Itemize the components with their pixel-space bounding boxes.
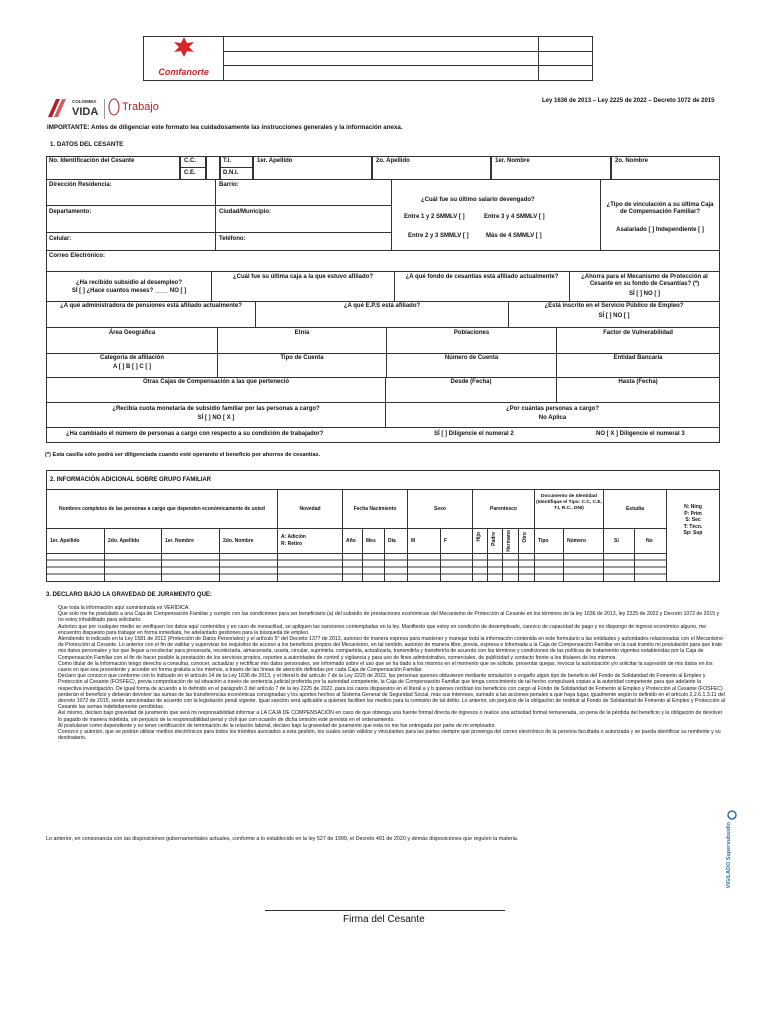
categoria-label: Categoría de afiliación (99, 355, 165, 361)
col-numero: Número (567, 538, 586, 544)
stamp-logo-icon (727, 810, 737, 820)
fondo-cesantias-question[interactable]: ¿A qué fondo de cesantías está afiliado actualmente? (405, 274, 559, 280)
categoria-options[interactable]: A [ ] B [ ] C [ ] (112, 364, 152, 370)
section2-title: 2. INFORMACIÓN ADICIONAL SOBRE GRUPO FAMILIAR (50, 477, 212, 483)
estudia-legend: N: Ning P: Prim S: Sec T: Técn. Sp: Sup (683, 504, 703, 536)
empleo-answer[interactable]: SÍ [ ] NO [ ] (598, 313, 630, 319)
coat-of-arms-icon (108, 98, 120, 116)
direccion-field[interactable]: Dirección Residencia: (49, 182, 112, 188)
declaration-paragraph: Así mismo, declaro bajo gravedad de juramento que será mi responsabilidad informar a LA CAJA DE COMPENSACIÓN en caso de que obtenga una fuente formal directa de ingresos o realice una actividad formal remunerada, so pena de la pérdida del beneficio y la obligación de devolver lo pagado de manera indebida, sin perjuicio de la responsabilidad penal y civil que con ocasión de dicha omisión esté prevista en el ordenamiento. (58, 710, 723, 723)
gov-colombia-text: COLOMBIA (72, 99, 97, 104)
important-note: IMPORTANTE: Antes de diligenciar este formato lea cuidadosamente las instrucciones generales y la información anexa. (47, 124, 403, 131)
col-otro: Otro (522, 532, 528, 543)
col-nombre2: 2do. Nombre (223, 538, 254, 544)
otras-cajas[interactable]: Otras Cajas de Compensación a las que perteneció (142, 379, 290, 385)
empleo-question: ¿Está inscrito en el Servicio Público de Empleo? (544, 303, 684, 309)
ciudad-field[interactable]: Ciudad/Municipio: (219, 209, 271, 215)
salario-option-2-3[interactable]: Entre 2 y 3 SMMLV [ ] (408, 233, 469, 239)
area-geografica[interactable]: Área Geográfica (108, 330, 156, 336)
apellido1-field[interactable]: 1er. Apellido (257, 158, 293, 164)
parentesco-header: Parentesco (490, 506, 517, 512)
cambio-si-option[interactable]: SÍ [ ] Diligencie el numeral 2 (434, 431, 514, 437)
tipo-cuenta[interactable]: Tipo de Cuenta (280, 355, 324, 361)
documento-header: Documento de Identidad (Identifique el Tipo: C.C, C.E, T.I, R.C., DNI) (536, 494, 602, 511)
stamp-text: VIGILADO Supersubsidio (726, 822, 732, 889)
comfanorte-logo (144, 37, 224, 81)
celular-field[interactable]: Celular: (49, 236, 72, 242)
ti-option[interactable]: T.I. (223, 158, 232, 164)
factor-vulnerabilidad[interactable]: Factor de Vulnerabilidad (603, 330, 673, 336)
declaration-paragraph: Conozco y autorizo, que se podrán utilizar medios electrónicos para todos los trámites asociados a esta gestión, los cuales serán válidos y vinculantes para las partes siempre que provenga del correo electrónico de la persona facultada o autorizada y se pueda identificar su remitente y su destinatario. (58, 729, 721, 742)
novedad-header: Novedad (299, 506, 321, 512)
gov-flag-icon (46, 97, 68, 119)
gov-logo (46, 97, 166, 121)
ce-option[interactable]: C.E. (184, 170, 196, 176)
declaration-paragraph: Autorizo que por cualquier medio se verifiquen los datos aquí contenidos y en caso de inexactitud, se apliquen las sanciones contempladas en la ley. Manifiesto que estoy en condición de desempleado, carezco de capacidad de pago y no dispongo de ingreso económico alguno, me encuentro dispuesto para trabajar en forma inmediata, he adelantado gestiones para la búsqueda de empleo. (58, 623, 707, 636)
entidad-bancaria[interactable]: Entidad Bancaria (613, 355, 663, 361)
col-nombre1: 1er. Nombre (165, 538, 194, 544)
eps-question[interactable]: ¿A qué E.P.S está afiliado? (343, 303, 421, 309)
barrio-field[interactable]: Barrio: (219, 182, 239, 188)
personas-answer[interactable]: No Aplica (538, 415, 567, 421)
telefono-field[interactable]: Teléfono: (219, 236, 246, 242)
col-apellido1: 1er. Apellido (50, 538, 80, 544)
id-label: No. Identificación del Cesante (49, 158, 135, 164)
cambio-no-option[interactable]: NO [ X ] Diligencie el numeral 3 (596, 431, 685, 437)
fecha-nacimiento-header: Fecha Nacimiento (353, 506, 397, 512)
hasta-fecha[interactable]: Hasta (Fecha) (618, 379, 658, 385)
cambio-question: ¿Ha cambiado el número de personas a cargo con respecto a su condición de trabajador? (66, 431, 324, 437)
section1-title: 1. DATOS DEL CESANTE (50, 141, 124, 148)
col-ano: Año (346, 538, 356, 544)
section1-grid (46, 156, 720, 443)
subsidio-answer[interactable]: SÍ [ ] ¿Hace cuantos meses? ____ NO [ ] (71, 288, 187, 294)
cuota-question: ¿Recibía cuota monetaria de subsidio familiar por las personas a cargo? (112, 406, 320, 412)
col-padre: Padre (491, 532, 497, 546)
desde-fecha[interactable]: Desde (Fecha) (450, 379, 492, 385)
estudia-header: Estudia (625, 506, 645, 512)
vinculacion-options[interactable]: Asalariado [ ] Independiente [ ] (616, 227, 704, 233)
supersubsidio-stamp (724, 810, 740, 900)
declaration-paragraph: Que toda la información aquí suministrada es VERÍDICA. (58, 605, 190, 611)
pensiones-question[interactable]: ¿A qué administradora de pensiones está afiliado actualmente? (60, 303, 242, 309)
signature-line[interactable] (265, 910, 505, 911)
col-apellido2: 2do. Apellido (108, 538, 140, 544)
footnote: (*) Esta casilla sólo podrá ser diligenciada cuando esté operando el beneficio por ahorros de cesantías. (45, 452, 321, 458)
closing-text: Lo anterior, en consonancia con las disposiciones gubernamentales actuales, conforme a lo establecido en la ley 527 de 1999, el Decreto 491 de 2020 y demás disposiciones que regulen la materia. (46, 836, 519, 842)
declaration-paragraph: Atendiendo lo indicado en la Ley 1581 de 2012 (Protección de Datos Personales) y el artículo 5° del Decreto 1377 de 2013, autorizo de manera expresa para mantener y manejar toda la información contenida en este formulario a las entidades y autoridades relacionadas con el Mecanismo de Protección al Cesante. Lo anterior con el fin de validar y supervisar los requisitos de acceso a los beneficios propios del Mecanismo, en tal sentido, autorizo de manera libre, previa, expresa e informada a la Caja de Compensación Familiar en la cual tramito mi postulación para que trate mis datos personales y los que llegue a recolectar para procesarla, recolectarla, almacenarla, usarla, circular, suprimirla, compartirla, actualizarla, transmitirla y transferirla de acuerdo con los términos y condiciones de las políticas de tratamiento vigentes establecidas por la Caja de Compensación Familiar con el fin de hacer posible la prestación de los servicios propios, reportes a autoridades de control y vigilancia y para uso de fines administrativo, comerciales, de publicidad y contacto frente a los titulares de los mismos. (58, 636, 723, 661)
col-tipo: Tipo (538, 538, 549, 544)
dni-option[interactable]: D.N.I. (223, 170, 239, 176)
declaration-paragraph: Al postularse como dependiente y no tener certificación de terminación de la relación laboral, declaro bajo la gravedad de juramento que esta no me fue entregada por parte de mi empleador. (58, 722, 496, 729)
col-hijo: Hijo (476, 532, 482, 542)
gov-vida-text: VIDA (72, 106, 99, 118)
novedad-options: A: Adición R: Retiro (281, 534, 306, 547)
col-dia: Día (388, 538, 396, 544)
salario-option-4-plus[interactable]: Más de 4 SMMLV [ ] (486, 233, 542, 239)
section2-grid (46, 470, 720, 582)
salario-option-3-4[interactable]: Entre 3 y 4 SMMLV [ ] (484, 214, 545, 220)
gov-trabajo-text: Trabajo (122, 101, 159, 113)
personas-question: ¿Por cuántas personas a cargo? (505, 406, 600, 412)
ahorro-answer[interactable]: SÍ [ ] NO [ ] (629, 291, 660, 297)
correo-field[interactable]: Correo Electrónico: (49, 253, 106, 259)
salario-option-1-2[interactable]: Entre 1 y 2 SMMLV [ ] (404, 214, 465, 220)
col-mes: Mes (366, 538, 376, 544)
signature-label: Firma del Cesante (343, 914, 425, 925)
col-hermano: Hermano (506, 530, 512, 552)
logo-text: Comfanorte (158, 67, 209, 77)
declaration-paragraph: Como titular de la información tengo derecho a consultar, conocer, actualizar y rectificar mis datos personales, ser informado sobre el uso que se ha dado a los mismos en el momento que se solicite, presentar quejas, revocar la autorización y/o solicitar la supresión de mis datos en los casos en que sea procedente y acceder en forma gratuita a los mismos, a través de las líneas de atención definidas por cada Caja de Compensación Familiar. (58, 660, 713, 674)
declaration-paragraph: Declaro que conozco que conforme con lo indicado en el artículo 14 de la Ley 1636 de 2013, y el literal b del artículo 7 de la Ley 2225 de 2022, las personas quienes obtuvieren mediante simulación o engaño algún tipo de beneficio del Fondo de Solidaridad de Fomento al Empleo y Protección al Cesante (FOSFEC), previa comprobación de tal situación a través de sentencia judicial proferida por la autoridad competente, la Caja de Compensación Familiar que tenga conocimiento de tal hecho compulsará copias a la autoridad competente para que adelante la respectiva investigación. De igual forma de acuerdo a lo definido en el parágrafo 3 del artículo 7 de la ley 2225 de 2022, para los casos dispuestos en el literal a y b quienes recibían los beneficios con cargo al Fondo de Solidaridad de Fomento al Empleo y Protección al Cesante (FOSFEC) perderán el beneficio y deberán devolver las sumas de las transferencias económicas consignadas y los aportes hechos al Sistema General de Seguridad Social, más sus intereses, sumado a las acciones penales a que haya lugar, igualmente según lo definido en el artículo 2.2.6.1.3.11 del decreto 1072 de 2015, serán sancionadas de acuerdo con la legislación penal vigente. Igual sanción será aplicable a quienes faciliten los medios para la comisión de tal delito. Lo anterior, sin perjuicio de la obligación de restituir al Fondo de Solidaridad de Fomento al Empleo y Protección al Cesante las sumas indebidamente percibidas. (58, 673, 726, 711)
numero-cuenta[interactable]: Número de Cuenta (444, 355, 499, 361)
col-m: M (411, 538, 416, 544)
col-f: F (444, 538, 448, 544)
section3-title: 3. DECLARO BAJO LA GRAVEDAD DE JURAMENTO QUE: (46, 592, 212, 598)
sexo-header: Sexo (434, 506, 446, 512)
col-no: No (646, 538, 653, 544)
comfanorte-logo-icon (173, 37, 195, 57)
ultima-caja-question[interactable]: ¿Cuál fue su última caja a la que estuvo afiliado? (232, 274, 374, 280)
departamento-field[interactable]: Departamento: (49, 209, 92, 215)
law-reference: Ley 1636 de 2013 – Ley 2225 de 2022 – Decreto 1072 de 2015 (542, 98, 715, 104)
cuota-answer[interactable]: SÍ [ ] NO [ X ] (197, 415, 235, 421)
family-rows[interactable] (46, 553, 667, 582)
apellido2-field[interactable]: 2o. Apellido (376, 158, 410, 164)
declaration-text (48, 605, 726, 741)
ahorro-question: ¿Ahorra para el Mecanismo de Protección al Cesante en su fondo de Cesantías? (*) (581, 274, 708, 287)
nombre1-field[interactable]: 1er. Nombre (495, 158, 530, 164)
subsidio-question: ¿Ha recibido subsidio al desempleo? (75, 280, 183, 286)
vinculacion-question: ¿Tipo de vinculación a su última Caja de Compensación Familiar? (606, 202, 714, 215)
header-box (143, 36, 593, 81)
cc-option[interactable]: C.C. (184, 158, 196, 164)
declaration-paragraph: Que solo me he postulado a una Caja de Compensación Familiar y cumplo con las condiciones para ser beneficiario (a) del subsidio de prestaciones económicas del Mecanismo de Protección al Cesante en los términos de la ley 1636 de 2013, ley 2225 de 2022 y Decreto 1072 de 2015 y no estoy inhabilitado para solicitarlo. (58, 611, 720, 624)
poblaciones[interactable]: Poblaciones (453, 330, 490, 336)
salario-question: ¿Cuál fue su último salario devengado? (421, 197, 535, 203)
etnia[interactable]: Etnia (294, 330, 310, 336)
nombres-header: Nombres completos de las personas a cargo que dependen económicamente de usted (59, 506, 265, 512)
col-si: Sí (614, 538, 619, 544)
nombre2-field[interactable]: 2o. Nombre (615, 158, 649, 164)
